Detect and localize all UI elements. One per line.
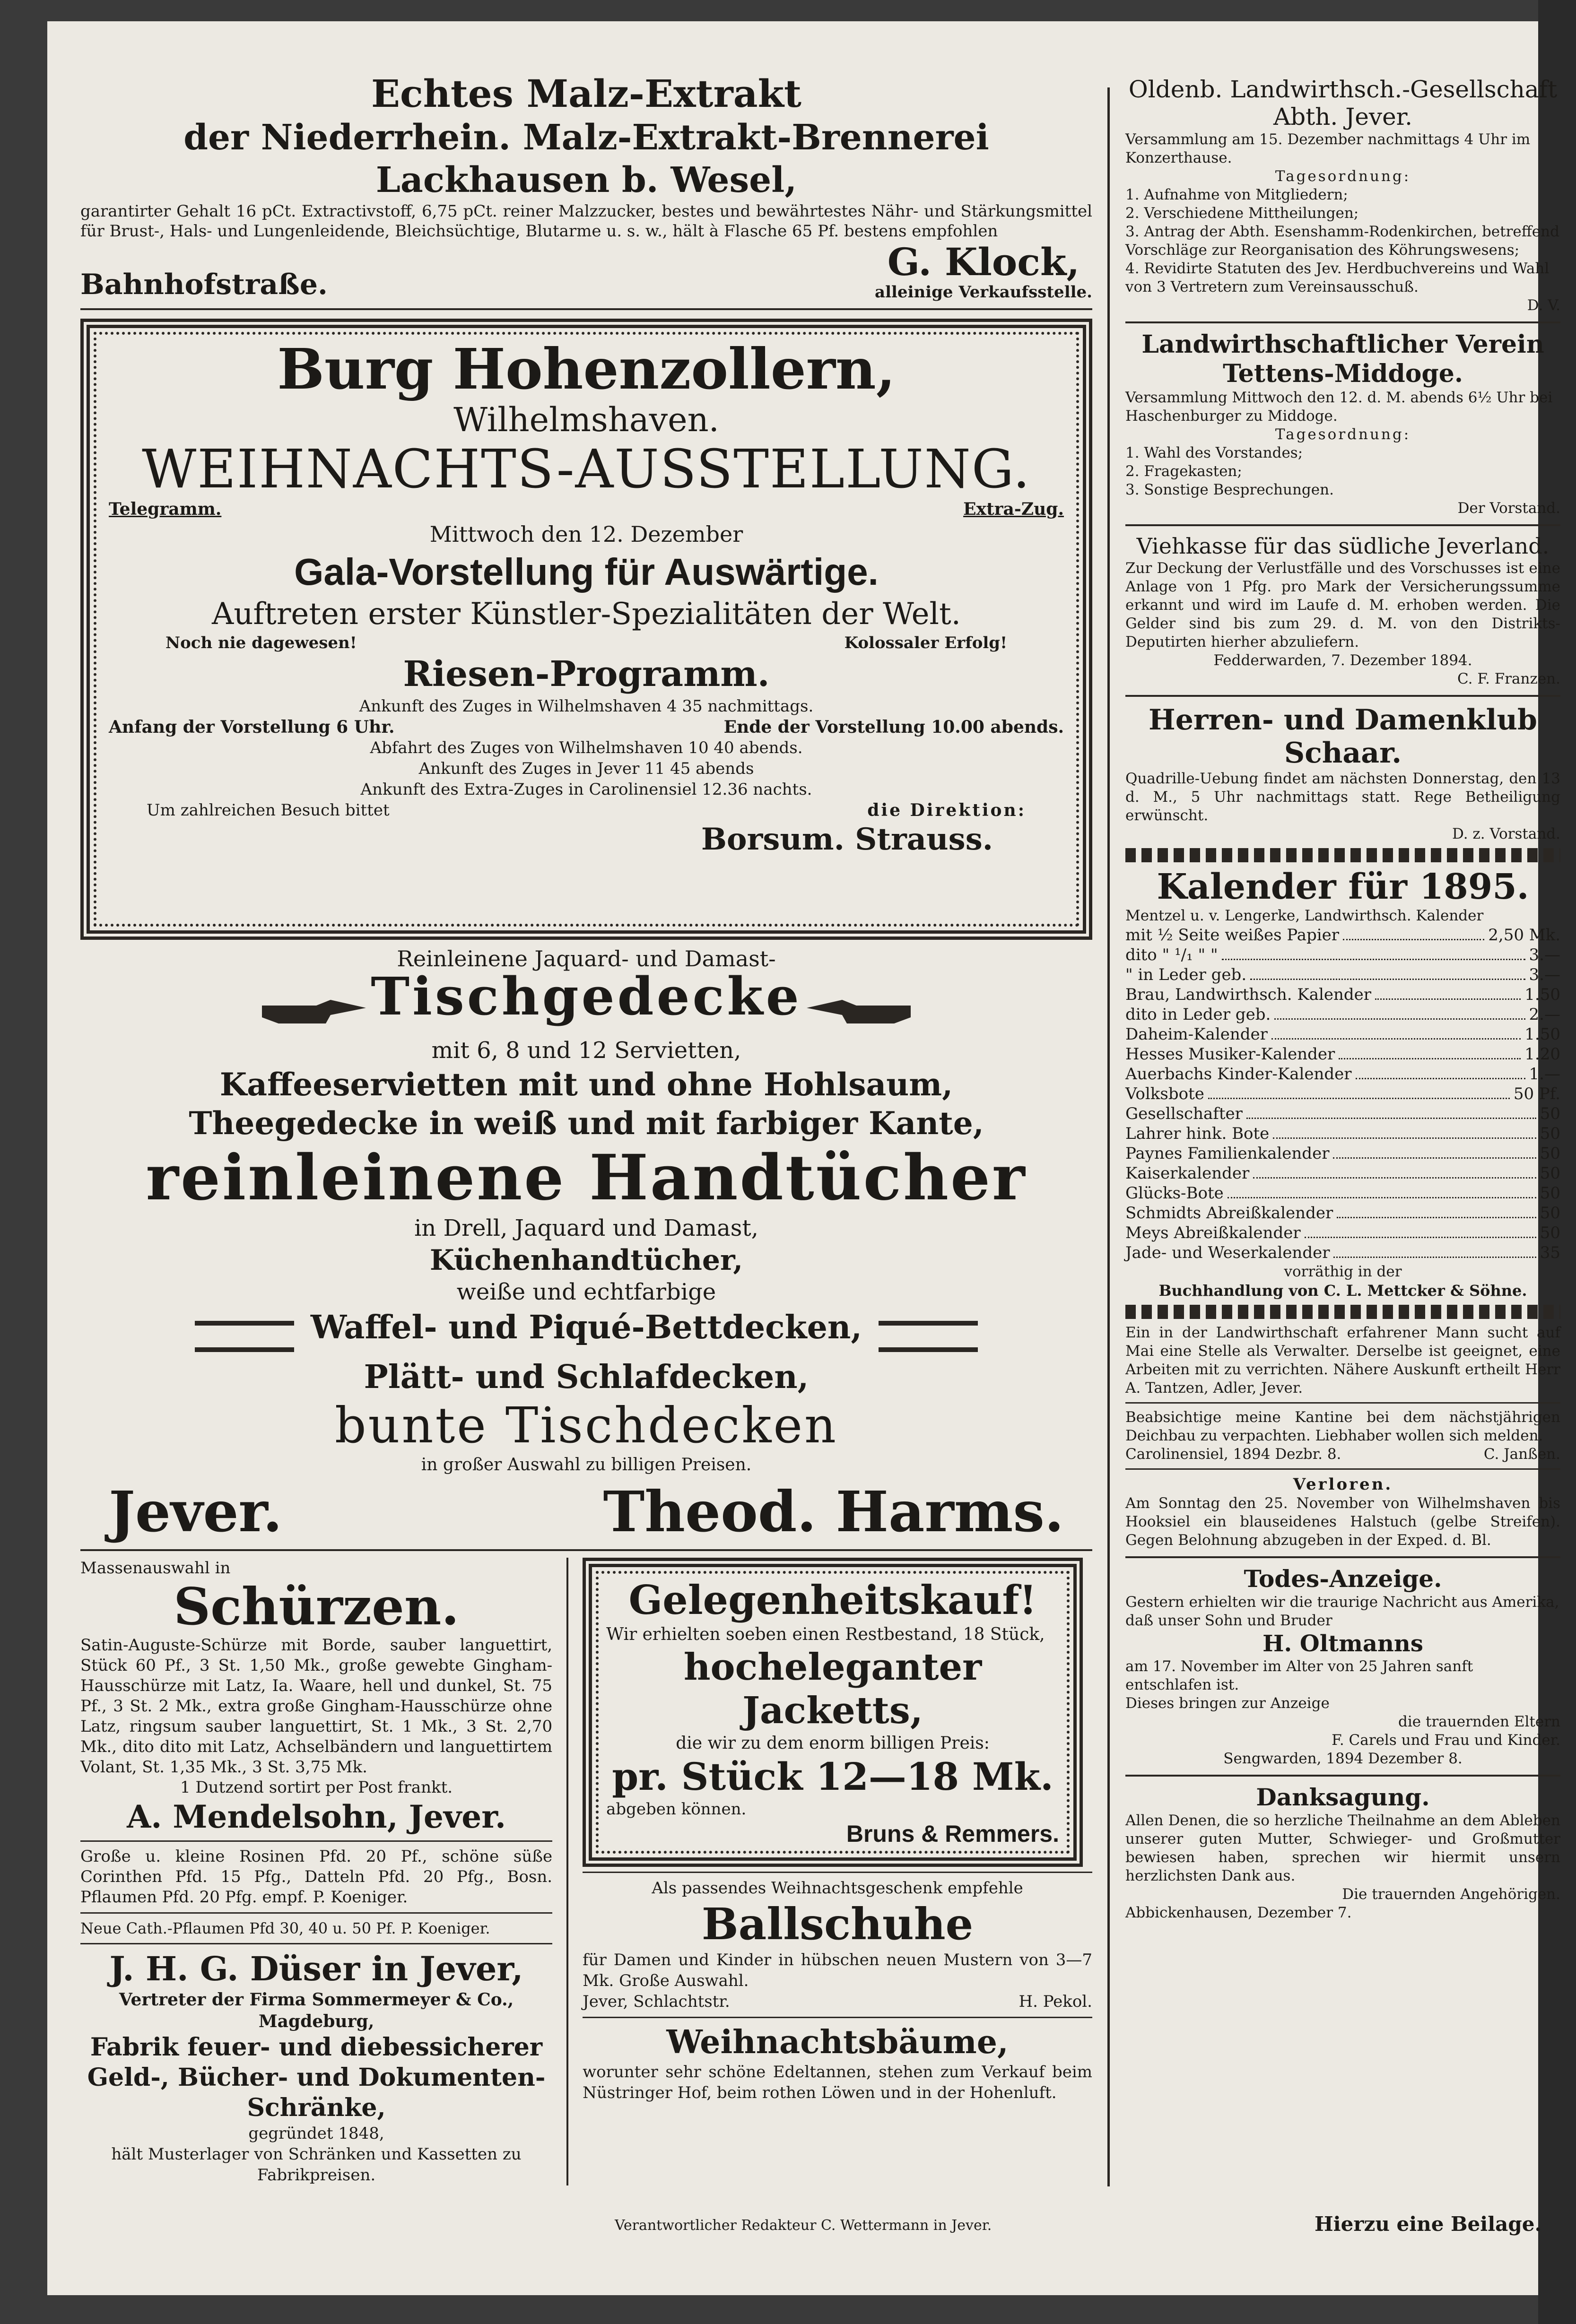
leader-dots	[1222, 945, 1525, 960]
kalender-row-name: dito " ¹/₁ " "	[1125, 945, 1218, 964]
oldenb-item-1: 1. Aufnahme von Mitgliedern;	[1125, 186, 1348, 203]
dueser-fabrik: Fabrik feuer- und diebessicherer Geld-, Bücher- und Dokumenten-Schränke,	[87, 2033, 546, 2122]
harms-l4: Kaffeeservietten mit und ohne Hohlsaum,	[219, 1066, 953, 1103]
vieh-sign: C. F. Franzen.	[1457, 670, 1560, 687]
kantine-body: Beabsichtige meine Kantine bei dem nächstjährigen Deichbau zu verpachten. Liebhaber wollen sich melden.	[1125, 1409, 1560, 1444]
schuerzen-note: 1 Dutzend sortirt per Post frankt.	[180, 1778, 453, 1797]
verloren-title: Verloren.	[1293, 1475, 1393, 1494]
kalender-row-price: 50	[1540, 1124, 1560, 1143]
divider	[1125, 1556, 1560, 1558]
ad-programm: Riesen-Programm.	[403, 654, 770, 694]
ad-direktion: die Direktion:	[867, 800, 1026, 820]
dueser-vertreter: Vertreter der Firma Sommermeyer & Co., Magdeburg,	[119, 1990, 514, 2031]
ad-noch: Noch nie dagewesen!	[165, 633, 357, 652]
leader-dots	[1271, 1024, 1521, 1040]
dank-title: Danksagung.	[1256, 1783, 1430, 1811]
kalender-row-price: 2.—	[1529, 1005, 1560, 1024]
ad-ank3: Ankunft des Extra-Zuges in Carolinensiel 12.36 nachts.	[360, 780, 812, 799]
dueser-lager: hält Musterlager von Schränken und Kassetten zu Fabrikpreisen.	[111, 2145, 522, 2185]
kalender-row-price: 50 Pf.	[1513, 1084, 1560, 1103]
todes-body: Gestern erhielten wir die traurige Nachricht aus Amerika, daß unser Sohn und Bruder	[1125, 1594, 1559, 1629]
todes-name: H. Oltmanns	[1263, 1630, 1423, 1657]
oldenb-title: Oldenb. Landwirthsch.-Gesellschaft Abth. Jever.	[1128, 76, 1558, 130]
oldenb-item-2: 2. Verschiedene Mittheilungen;	[1125, 205, 1359, 222]
dank-body: Allen Denen, die so herzliche Theilnahme an dem Ableben unserer guten Mutter, Schwieger- und Großmutter bewiesen haben, sprechen wir hiermit unsern herzlichsten Dank aus.	[1125, 1812, 1560, 1884]
ad-theod-harms	[80, 945, 1092, 1543]
klub-sign: D. z. Vorstand.	[1452, 825, 1560, 842]
dank-place: Abbickenhausen, Dezember 7.	[1125, 1904, 1352, 1921]
verwalter-body: Ein in der Landwirthschaft erfahrener Mann sucht auf Mai eine Stelle als Verwalter. Derselbe ist geeignet, eine Arbeiten mit zu verrichten. Nähere Auskunft ertheilt Herr A. Tantzen, Adler, Jever.	[1125, 1324, 1560, 1396]
harms-town: Jever.	[109, 1479, 282, 1544]
kalender-row	[1125, 1144, 1560, 1163]
todes-body2: am 17. November im Alter von 25 Jahren sanft entschlafen ist.	[1125, 1658, 1473, 1693]
notice-viehkasse	[1125, 533, 1560, 688]
tag-extra-zug: Extra-Zug.	[963, 499, 1064, 519]
kalender-row	[1125, 1223, 1560, 1243]
ad-gala: Gala-Vorstellung für Auswärtige.	[294, 551, 879, 593]
todes-sign2: F. Carels und Frau und Kinder.	[1332, 1732, 1560, 1749]
kalender-l1: Mentzel u. v. Lengerke, Landwirthsch. Kalender	[1125, 907, 1484, 924]
harms-l2: Tischgedecke	[371, 966, 802, 1027]
todes-body3: Dieses bringen zur Anzeige	[1125, 1695, 1330, 1712]
klub-title: Herren- und Damenklub Schaar.	[1149, 703, 1537, 770]
kalender-row	[1125, 1104, 1560, 1124]
ad-abfahrt: Abfahrt des Zuges von Wilhelmshaven 10 40 abends.	[370, 738, 803, 757]
schuerzen-firm: A. Mendelsohn, Jever.	[127, 1798, 506, 1835]
divider	[80, 1943, 552, 1944]
harms-l6: reinleinene Handtücher	[146, 1141, 1027, 1214]
schuerzen-body: Satin-Auguste-Schürze mit Borde, sauber languettirt, Stück 60 Pf., 3 St. 1,50 Mk., große gewebte Gingham-Hausschürze mit Latz, Ia. Waare, hell und dunkel, St. 75 Pf., 3 St. 2 Mk., extra große Gingham-Hausschürze ohne Latz, ringsum sauber languettirt, St. 1 Mk., 3 St. 2,70 Mk., dito dito mit Latz, Achselbändern und languettirtem Volant, St. 1,35 Mk., 3 St. 3,75 Mk.	[80, 1636, 553, 1777]
kalender-row-price: 1.20	[1524, 1045, 1560, 1064]
decorative-bar	[195, 1321, 294, 1352]
vieh-body: Zur Deckung der Verlustfälle und des Vorschusses ist eine Anlage von 1 Pfg. pro Mark der Versicherungssumme erkannt und wird im Laufe d. M. erhoben werden. Die Gelder sind bis zum 29. d. M. von den Distrikts-Deputirten hierher abzuliefern.	[1125, 560, 1560, 650]
harms-l7: in Drell, Jaquard und Damast,	[414, 1215, 758, 1241]
kalender-row-name: Jade- und Weserkalender	[1125, 1243, 1330, 1262]
oldenb-sign: D. V.	[1527, 297, 1560, 314]
kalender-row	[1125, 925, 1560, 945]
kalender-row-name: Brau, Landwirthsch. Kalender	[1125, 985, 1372, 1004]
decorative-bar	[879, 1321, 978, 1352]
ad-names: Borsum. Strauss.	[701, 822, 993, 857]
kalender-row-name: dito in Leder geb.	[1125, 1005, 1271, 1024]
notice-oldenb	[1125, 76, 1560, 315]
kalender-row	[1125, 1203, 1560, 1223]
kalender-row	[1125, 1005, 1560, 1024]
ballschuhe-town: Jever, Schlachtstr.	[583, 1992, 730, 2011]
kalender-row-price: 1.—	[1529, 1065, 1560, 1084]
ad-bitte: Um zahlreichen Besuch bittet	[147, 801, 390, 820]
tettens-tages: Tagesordnung:	[1275, 426, 1411, 443]
baeume-title: Weihnachtsbäume,	[666, 2023, 1009, 2061]
leader-dots	[1339, 1044, 1521, 1059]
dueser-title: J. H. G. Düser in Jever,	[109, 1949, 523, 1988]
ad-erfolg: Kolossaler Erfolg!	[844, 633, 1007, 652]
kalender-row	[1125, 1084, 1560, 1104]
leader-dots	[1356, 1064, 1525, 1079]
schuerzen-l1: Massenauswahl in	[80, 1559, 231, 1578]
ad-ballschuhe	[583, 1878, 1092, 2012]
tettens-item-1: 1. Wahl des Vorstandes;	[1125, 444, 1303, 461]
kalender-row-price: 3.—	[1529, 965, 1560, 984]
ornamental-rule	[1125, 848, 1560, 862]
ad-anfang: Anfang der Vorstellung 6 Uhr.	[109, 717, 395, 737]
kalender-row-price: 50	[1540, 1104, 1560, 1123]
kalender-row-name: " in Leder geb.	[1125, 965, 1247, 984]
leader-dots	[1273, 1124, 1536, 1139]
kalender-row-name: mit ½ Seite weißes Papier	[1125, 926, 1340, 945]
ballschuhe-name: H. Pekol.	[1019, 1992, 1092, 2011]
ornamental-rule	[1125, 1305, 1560, 1319]
oldenb-item-3: 3. Antrag der Abth. Esenshamm-Rodenkirchen, betreffend Vorschläge zur Reorganisation des Köhrungswesens;	[1125, 223, 1559, 259]
oldenb-intro: Versammlung am 15. Dezember nachmittags 4 Uhr im Konzerthause.	[1125, 131, 1531, 166]
kalender-row-name: Daheim-Kalender	[1125, 1025, 1268, 1044]
ad-malz-extrakt	[80, 71, 1092, 302]
kalender-row	[1125, 1024, 1560, 1044]
leader-dots	[1274, 1005, 1525, 1020]
harms-l10: Waffel- und Piqué-Bettdecken,	[310, 1309, 862, 1346]
schuerzen-title: Schürzen.	[174, 1577, 459, 1637]
ad-burg-hohenzollern	[80, 319, 1092, 940]
kalender-title: Kalender für 1895.	[1157, 867, 1529, 907]
kalender-row-name: Auerbachs Kinder-Kalender	[1125, 1065, 1352, 1084]
todes-sign1: die trauernden Eltern	[1398, 1713, 1560, 1730]
notice-todes	[1125, 1565, 1560, 1768]
gelegenheit-title: Gelegenheitskauf!	[628, 1577, 1037, 1623]
notice-verwalter	[1125, 1324, 1560, 1397]
ad-gelegenheitskauf	[583, 1558, 1083, 1867]
kalender-row	[1125, 945, 1560, 965]
right-column	[1125, 76, 1560, 1922]
leader-dots	[1228, 1183, 1536, 1198]
gelegenheit-l1: Wir erhielten soeben einen Restbestand, 18 Stück,	[606, 1625, 1045, 1644]
ad-event: WEIHNACHTS-AUSSTELLUNG.	[142, 439, 1031, 500]
verloren-body: Am Sonntag den 25. November von Wilhelmshaven bis Hooksiel ein blauseidenes Halstuch (gelbe Streifen). Gegen Belohnung abzugeben in der Exped. d. Bl.	[1125, 1495, 1560, 1549]
divider	[583, 1872, 1092, 1873]
left-column	[80, 71, 1092, 2185]
kalender-row-name: Lahrer hink. Bote	[1125, 1124, 1270, 1143]
left-subcolumn	[80, 1558, 568, 2185]
ad-title: Burg Hohenzollern,	[277, 336, 896, 402]
oldenb-item-4: 4. Revidirte Statuten des Jev. Herdbuchvereins und Wahl von 3 Vertretern zum Vereinsausschuß.	[1125, 260, 1550, 295]
oldenb-tages: Tagesordnung:	[1275, 168, 1411, 185]
ad-rosinen	[80, 1847, 552, 1938]
kantine-sign: C. Janßen.	[1483, 1446, 1560, 1463]
kalender-row-name: Paynes Familienkalender	[1125, 1144, 1330, 1163]
vieh-place: Fedderwarden, 7. Dezember 1894.	[1213, 652, 1472, 669]
vieh-title: Viehkasse für das südliche Jeverland.	[1136, 533, 1550, 559]
ballschuhe-title: Ballschuhe	[701, 1899, 974, 1950]
ad-ank2: Ankunft des Zuges in Jever 11 45 abends	[418, 759, 754, 778]
gelegenheit-l2: hocheleganter Jacketts,	[683, 1646, 982, 1732]
ad-ank1: Ankunft des Zuges in Wilhelmshaven 4 35 nachmittags.	[359, 697, 814, 716]
harms-firm: Theod. Harms.	[603, 1479, 1064, 1544]
divider	[80, 1912, 552, 1914]
harms-l9: weiße und echtfarbige	[456, 1279, 716, 1305]
footer-redakteur: Verantwortlicher Redakteur C. Wettermann in Jever.	[615, 2217, 992, 2234]
ad-date: Mittwoch den 12. Dezember	[429, 521, 743, 547]
tettens-item-2: 2. Fragekasten;	[1125, 463, 1242, 480]
divider	[1125, 1775, 1560, 1777]
kalender-row	[1125, 1163, 1560, 1183]
ad-kalender	[1125, 867, 1560, 1300]
leader-dots	[1333, 1144, 1536, 1159]
kalender-row	[1125, 1064, 1560, 1084]
kalender-firm: Buchhandlung von C. L. Mettcker & Söhne.	[1158, 1282, 1527, 1300]
leader-dots	[1208, 1084, 1510, 1099]
harms-l12: bunte Tischdecken	[334, 1396, 838, 1454]
divider	[1125, 695, 1560, 697]
divider	[80, 308, 1092, 310]
leader-dots	[1305, 1223, 1536, 1238]
leader-dots	[1246, 1104, 1536, 1119]
todes-place: Sengwarden, 1894 Dezember 8.	[1223, 1750, 1463, 1767]
kalender-row-price: 50	[1540, 1223, 1560, 1242]
gelegenheit-l3: die wir zu dem enorm billigen Preis:	[676, 1734, 990, 1753]
harms-l5: Theegedecke in weiß und mit farbiger Kante,	[189, 1105, 984, 1142]
tag-telegramm: Telegramm.	[109, 499, 222, 519]
notice-kantine	[1125, 1408, 1560, 1464]
divider	[1125, 321, 1560, 323]
ad-title: Echtes Malz-Extrakt	[371, 71, 801, 116]
ballschuhe-l1: Als passendes Weihnachtsgeschenk empfehle	[652, 1879, 1023, 1898]
klub-body: Quadrille-Uebung findet am nächsten Donnerstag, den 13 d. M., 5 Uhr nachmittags statt. Rege Betheiligung erwünscht.	[1125, 770, 1560, 824]
notice-tettens	[1125, 330, 1560, 518]
kalender-row-name: Hesses Musiker-Kalender	[1125, 1045, 1335, 1064]
ad-ende: Ende der Vorstellung 10.00 abends.	[723, 717, 1064, 737]
divider	[80, 1549, 1092, 1551]
right-subcolumn	[568, 1558, 1092, 2185]
harms-l11: Plätt- und Schlafdecken,	[364, 1358, 809, 1396]
divider	[80, 1840, 552, 1842]
tettens-title: Landwirthschaftlicher Verein Tettens-Middoge.	[1141, 330, 1544, 388]
kalender-row-name: Kaiserkalender	[1125, 1164, 1250, 1183]
kalender-row-price: 50	[1540, 1184, 1560, 1203]
kalender-row-name: Gesellschafter	[1125, 1104, 1243, 1123]
kalender-row	[1125, 985, 1560, 1005]
divider	[1125, 1402, 1560, 1404]
gelegenheit-l5: abgeben können.	[606, 1800, 747, 1819]
todes-title: Todes-Anzeige.	[1244, 1565, 1442, 1593]
kalender-row-name: Schmidts Abreißkalender	[1125, 1204, 1333, 1223]
gelegenheit-l4: pr. Stück 12—18 Mk.	[612, 1754, 1054, 1799]
column-divider	[1107, 87, 1110, 2186]
kalender-row-price: 50	[1540, 1204, 1560, 1223]
ad-seller-note: alleinige Verkaufsstelle.	[875, 283, 1092, 302]
ad-weihnachtsbaeume	[583, 2023, 1092, 2103]
harms-l1: Reinleinene Jaquard- und Damast-	[397, 946, 776, 971]
kalender-row-price: 1.50	[1524, 985, 1560, 1004]
kalender-row-price: 2,50 Mk.	[1488, 926, 1560, 945]
kalender-row-price: 1.50	[1524, 1025, 1560, 1044]
rosinen-body: Große u. kleine Rosinen Pfd. 20 Pf., schöne süße Corinthen Pfd. 15 Pfg., Datteln Pfd. 20 Pfg., Bosn. Pflaumen Pfd. 20 Pfg. empf. P. Koeniger.	[80, 1847, 553, 1907]
leader-dots	[1253, 1163, 1536, 1179]
kalender-row-price: 50	[1540, 1144, 1560, 1163]
kalender-row	[1125, 965, 1560, 985]
ad-body: garantirter Gehalt 16 pCt. Extractivstoff, 6,75 pCt. reiner Malzzucker, bestes und bewährtestes Nähr- und Stärkungsmittel für Brust-, Hals- und Lungenleidende, Bleichsüchtige, Blutarme u. s. w., hält à Flasche 65 Pf. bestens empfohlen	[80, 202, 1092, 241]
ad-auftreten: Auftreten erster Künstler-Spezialitäten der Welt.	[211, 597, 961, 632]
rosinen-pflaumen: Neue Cath.-Pflaumen Pfd 30, 40 u. 50 Pf. P. Koeniger.	[80, 1919, 490, 1937]
notice-dank	[1125, 1783, 1560, 1922]
pointing-hand-left-icon	[804, 996, 913, 1029]
kalender-row-name: Glücks-Bote	[1125, 1184, 1224, 1203]
leader-dots	[1333, 1243, 1536, 1258]
divider	[583, 2017, 1092, 2018]
kalender-row	[1125, 1183, 1560, 1203]
kalender-row-price: 3.—	[1529, 945, 1560, 964]
footer-beilage: Hierzu eine Beilage.	[1315, 2212, 1542, 2236]
dueser-gegr: gegründet 1848,	[248, 2124, 384, 2143]
divider	[1125, 524, 1560, 526]
kalender-row	[1125, 1044, 1560, 1064]
ad-schuerzen	[80, 1558, 552, 1836]
kalender-vorraetig: vorräthig in der	[1284, 1263, 1402, 1280]
kalender-row-name: Volksbote	[1125, 1084, 1204, 1103]
kalender-row	[1125, 1243, 1560, 1263]
ad-street: Bahnhofstraße.	[80, 268, 328, 301]
kantine-place: Carolinensiel, 1894 Dezbr. 8.	[1125, 1446, 1341, 1463]
pointing-hand-right-icon	[260, 996, 368, 1029]
baeume-body: worunter sehr schöne Edeltannen, stehen zum Verkauf beim Nüstringer Hof, beim rothen Löwen und in der Hohenluft.	[583, 2063, 1092, 2102]
harms-l13: in großer Auswahl zu billigen Preisen.	[421, 1455, 752, 1474]
kalender-row	[1125, 1124, 1560, 1144]
harms-l8: Küchenhandtücher,	[429, 1244, 743, 1277]
ad-subtitle: der Niederrhein. Malz-Extrakt-Brennerei Lackhausen b. Wesel,	[183, 117, 989, 200]
leader-dots	[1250, 965, 1525, 980]
notice-verloren	[1125, 1474, 1560, 1550]
ad-seller: G. Klock,	[887, 240, 1080, 284]
leader-dots	[1375, 985, 1521, 1000]
leader-dots	[1337, 1203, 1536, 1218]
dank-sign: Die trauernden Angehörigen.	[1342, 1886, 1560, 1903]
kalender-row-price: 50	[1540, 1164, 1560, 1183]
tettens-item-3: 3. Sonstige Besprechungen.	[1125, 481, 1334, 498]
leader-dots	[1343, 925, 1484, 940]
gelegenheit-firm: Bruns & Remmers.	[846, 1821, 1059, 1847]
kalender-list	[1125, 925, 1560, 1263]
divider	[1125, 1468, 1560, 1470]
tettens-intro: Versammlung Mittwoch den 12. d. M. abends 6½ Uhr bei Haschenburger zu Middoge.	[1125, 389, 1553, 425]
tettens-sign: Der Vorstand.	[1457, 500, 1560, 517]
harms-l3: mit 6, 8 und 12 Servietten,	[431, 1037, 741, 1064]
kalender-row-name: Meys Abreißkalender	[1125, 1223, 1301, 1242]
ad-place: Wilhelmshaven.	[453, 400, 719, 439]
ballschuhe-body: für Damen und Kinder in hübschen neuen Mustern von 3—7 Mk. Große Auswahl.	[583, 1951, 1092, 1990]
notice-herrenklub	[1125, 703, 1560, 843]
kalender-row-price: 35	[1540, 1243, 1560, 1262]
ad-dueser	[80, 1949, 552, 2185]
